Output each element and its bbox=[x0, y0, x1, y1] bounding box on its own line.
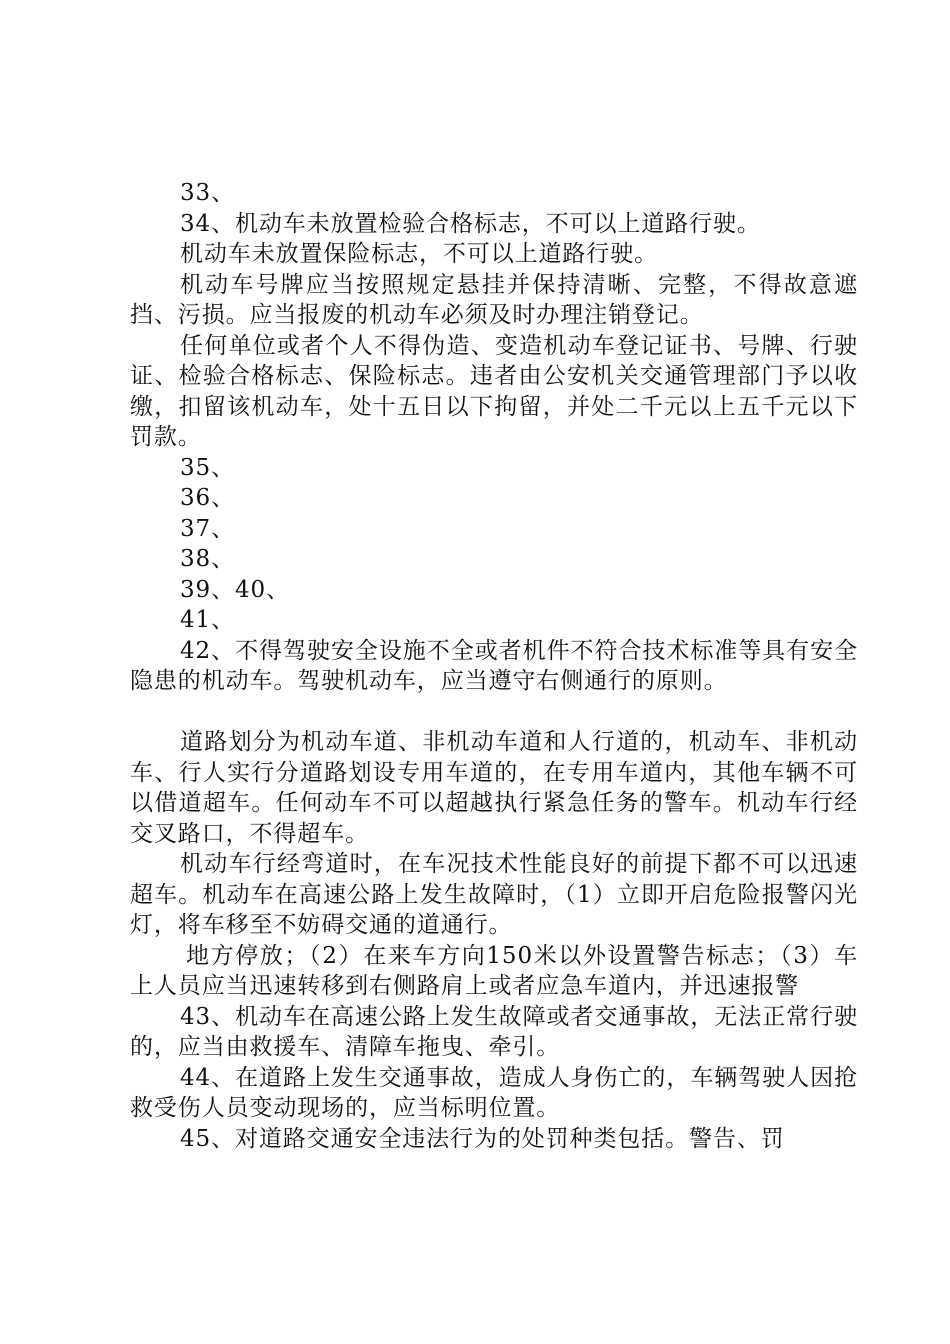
paragraph-35: 35、 bbox=[180, 454, 235, 481]
paragraph-36: 36、 bbox=[180, 485, 235, 511]
paragraph-lane-division: 道路划分为机动车道、非机动车道和人行道的，机动车、非机动车、行人实行分道路划设专用车道的，在专用车道内，其他车辆不可以借道超车。任何动车不可以超越执行紧急任务的警车。机动车行经交叉路口，不得超车。 bbox=[130, 729, 858, 847]
paragraph-44: 44、在道路上发生交通事故，造成人身伤亡的，车辆驾驶人因抢救受伤人员变动现场的，应当标明位置。 bbox=[130, 1064, 858, 1121]
document-body bbox=[130, 178, 858, 1154]
blank-line bbox=[130, 697, 858, 728]
paragraph-37: 37、 bbox=[180, 515, 235, 542]
paragraph-45: 45、对道路交通安全违法行为的处罚种类包括。警告、罚 bbox=[180, 1125, 785, 1152]
paragraph-38: 38、 bbox=[180, 546, 235, 572]
paragraph-43: 43、机动车在高速公路上发生故障或者交通事故，无法正常行驶的，应当由救援车、清障车拖曳、牵引。 bbox=[130, 1003, 858, 1060]
paragraph-insurance-mark: 机动车未放置保险标志，不可以上道路行驶。 bbox=[180, 241, 658, 267]
paragraph-license-plate: 机动车号牌应当按照规定悬挂并保持清晰、完整，不得故意遮挡、污损。应当报废的机动车必须及时办理注销登记。 bbox=[130, 271, 858, 328]
paragraph-forgery-penalty: 任何单位或者个人不得伪造、变造机动车登记证书、号牌、行驶证、检验合格标志、保险标志。违者由公安机关交通管理部门予以收缴，扣留该机动车，处十五日以下拘留，并处二千元以上五千元以下罚款。 bbox=[130, 332, 858, 450]
paragraph-39-40: 39、40、 bbox=[180, 576, 290, 603]
paragraph-41: 41、 bbox=[180, 607, 235, 633]
paragraph-34: 34、机动车未放置检验合格标志，不可以上道路行驶。 bbox=[180, 210, 761, 237]
paragraph-42: 42、不得驾驶安全设施不全或者机件不符合技术标准等具有安全隐患的机动车。驾驶机动车，应当遵守右侧通行的原则。 bbox=[130, 637, 858, 694]
paragraph-warning-sign: 地方停放；（2）在来车方向150米以外设置警告标志；（3）车上人员应当迅速转移到右侧路肩上或者应急车道内，并迅速报警 bbox=[130, 942, 858, 999]
paragraph-33: 33、 bbox=[180, 180, 235, 206]
paragraph-curve-overtaking: 机动车行经弯道时，在车况技术性能良好的前提下都不可以迅速超车。机动车在高速公路上发生故障时，（1）立即开启危险报警闪光灯，将车移至不妨碍交通的道通行。 bbox=[130, 851, 858, 938]
